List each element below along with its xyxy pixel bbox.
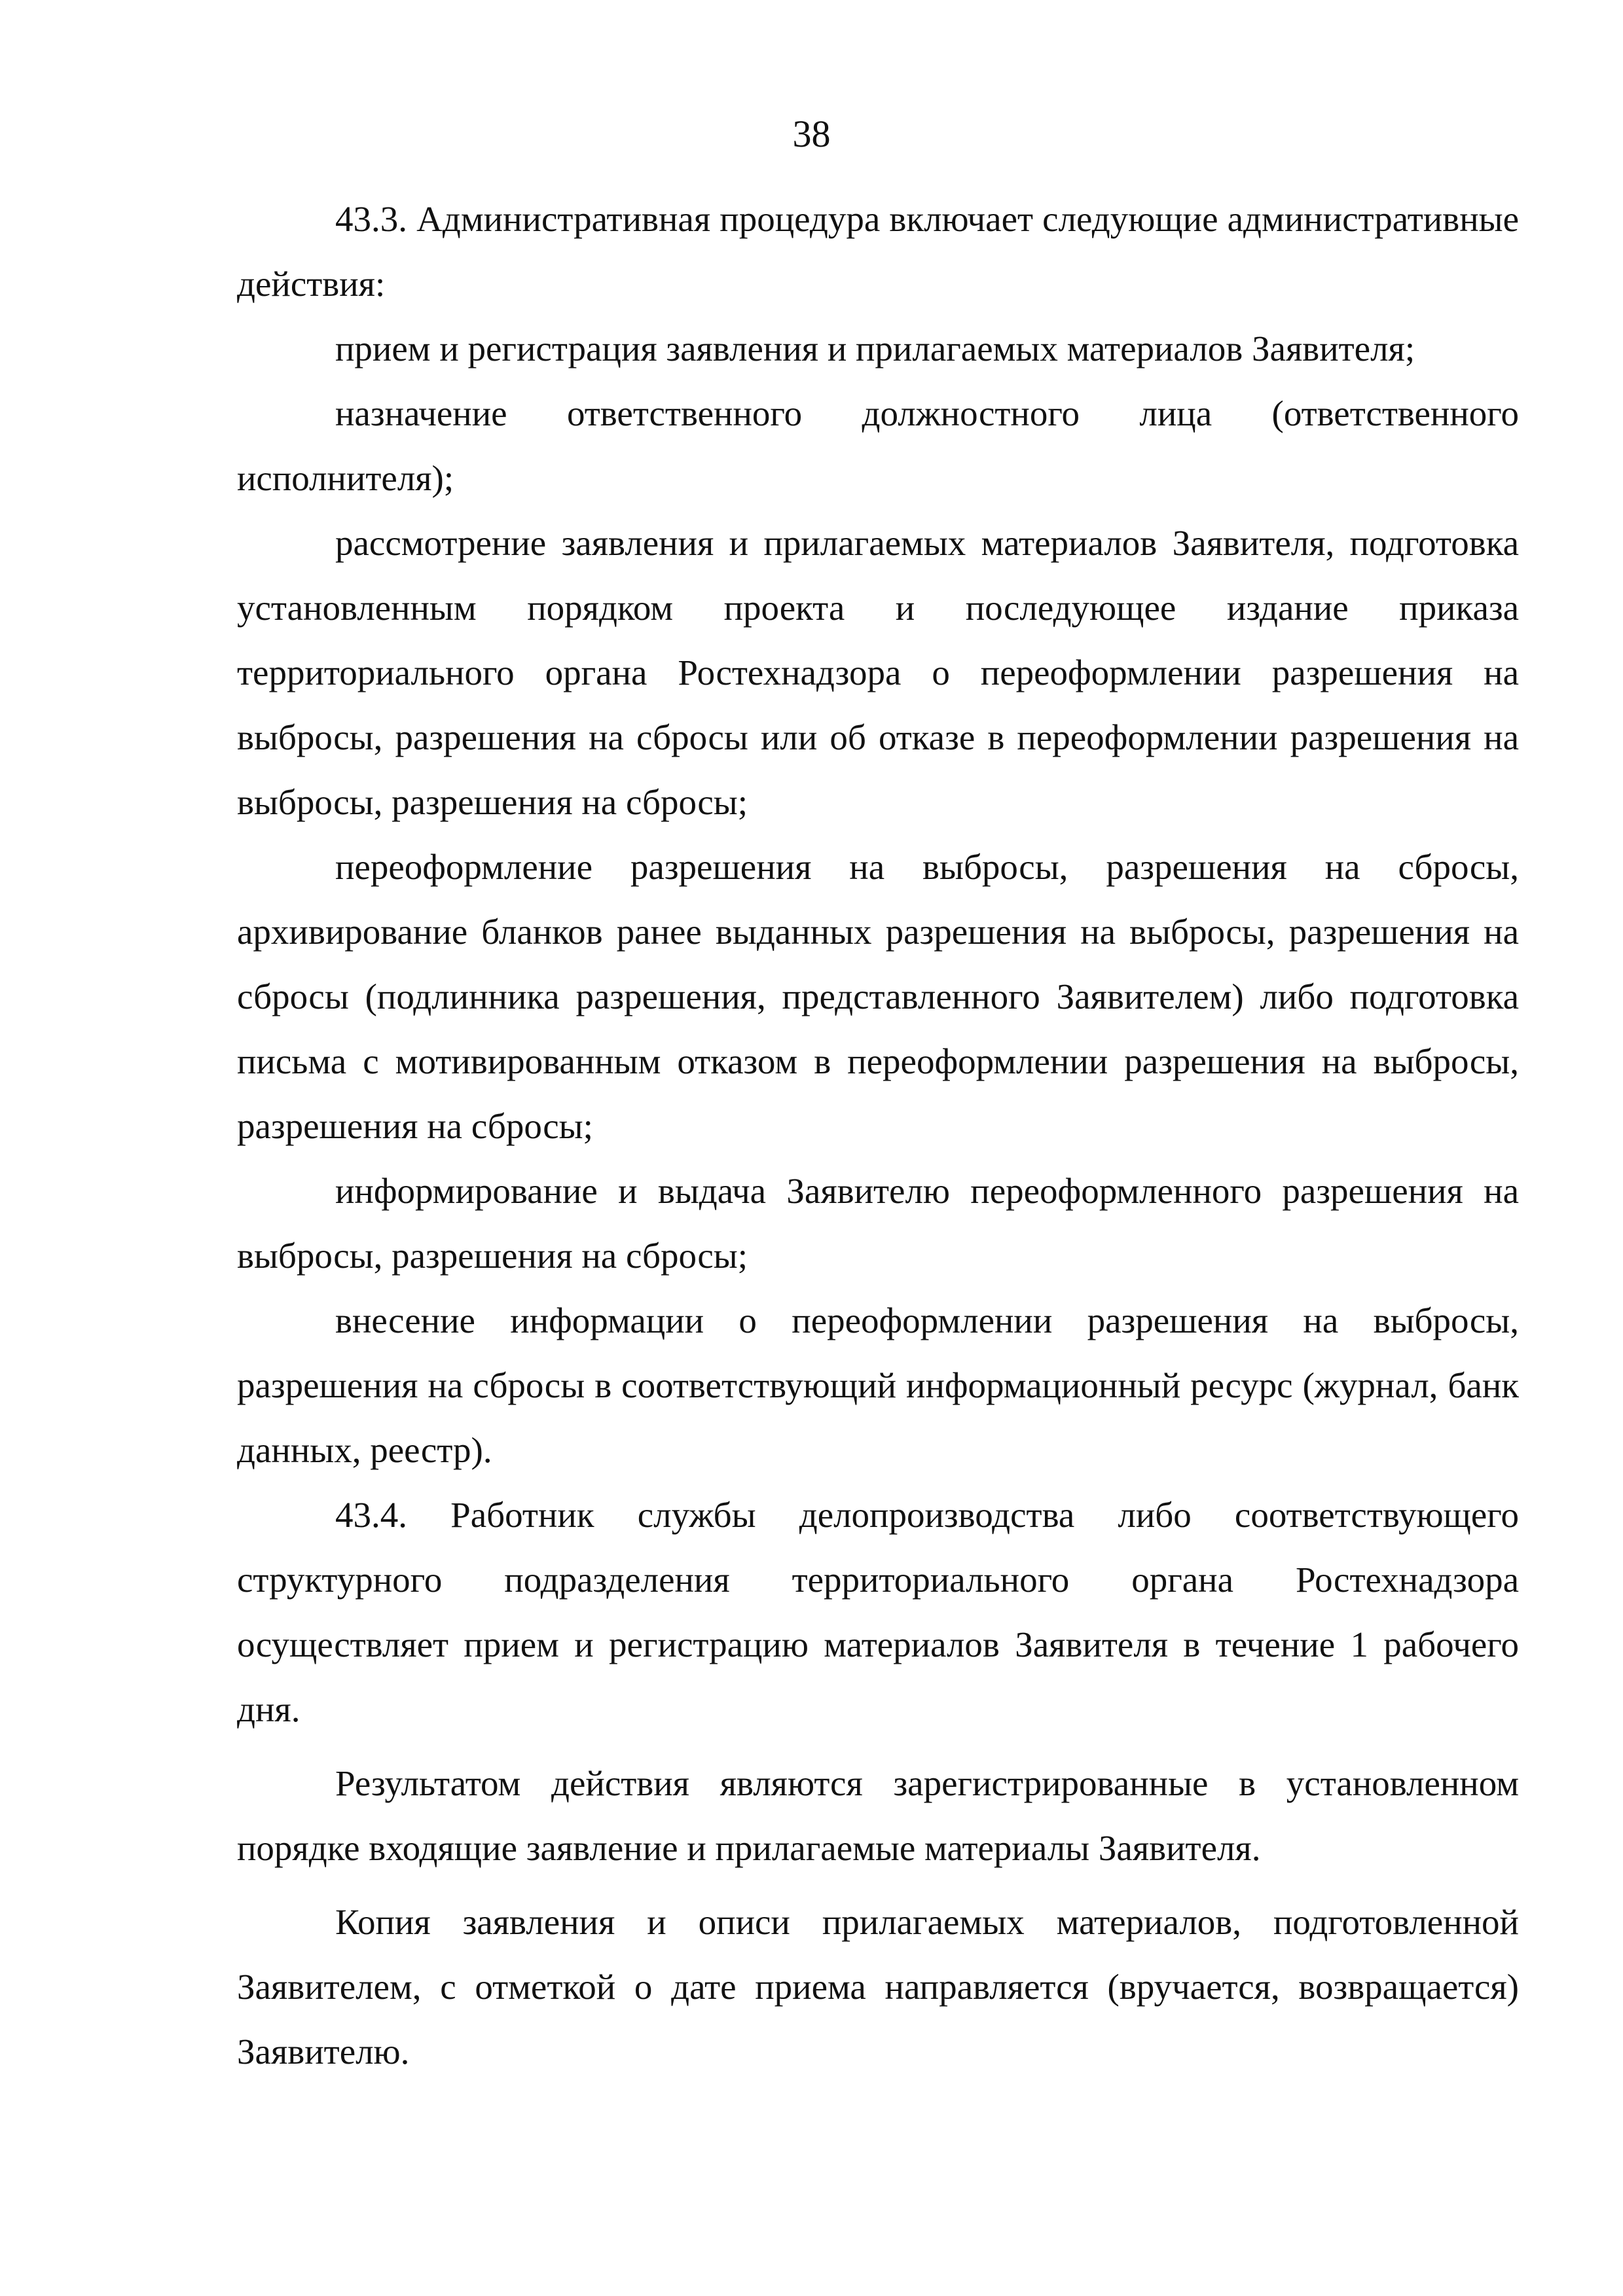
list-item-informing: информирование и выдача Заявителю переоформленного разрешения на выбросы, разрешения на сбросы;: [237, 1171, 1519, 1276]
page-number: 38: [792, 113, 831, 155]
list-item-registry-entry: внесение информации о переоформлении разрешения на выбросы, разрешения на сбросы в соответствующий информационный ресурс (журнал, банк данных, реестр).: [237, 1300, 1519, 1470]
list-item-review: рассмотрение заявления и прилагаемых материалов Заявителя, подготовка установленным порядком проекта и последующее издание приказа территориального органа Ростехнадзора о переоформлении разрешения на выбросы, разрешения на сбросы или об отказе в переоформлении разрешения на выбросы, разрешения на сбросы;: [237, 523, 1519, 822]
list-item-assignment: назначение ответственного должностного лица (ответственного исполнителя);: [237, 393, 1519, 498]
paragraph-43-4: 43.4. Работник службы делопроизводства либо соответствующего структурного подразделения территориального органа Ростехнадзора осуществляет прием и регистрацию материалов Заявителя в течение 1 рабочего дня.: [237, 1495, 1519, 1729]
document-body: [237, 187, 1519, 2084]
paragraph-result: Результатом действия являются зарегистрированные в установленном порядке входящие заявление и прилагаемые материалы Заявителя.: [237, 1763, 1519, 1868]
list-item-reissue: переоформление разрешения на выбросы, разрешения на сбросы, архивирование бланков ранее выданных разрешения на выбросы, разрешения на сбросы (подлинника разрешения, представленного Заявителем) либо подготовка письма с мотивированным отказом в переоформлении разрешения на выбросы, разрешения на сбросы;: [237, 847, 1519, 1146]
list-item-reception: прием и регистрация заявления и прилагаемых материалов Заявителя;: [335, 329, 1415, 368]
paragraph-43-3: 43.3. Административная процедура включает следующие административные действия:: [237, 199, 1519, 304]
paragraph-copy: Копия заявления и описи прилагаемых материалов, подготовленной Заявителем, с отметкой о дате приема направляется (вручается, возвращается) Заявителю.: [237, 1902, 1519, 2072]
